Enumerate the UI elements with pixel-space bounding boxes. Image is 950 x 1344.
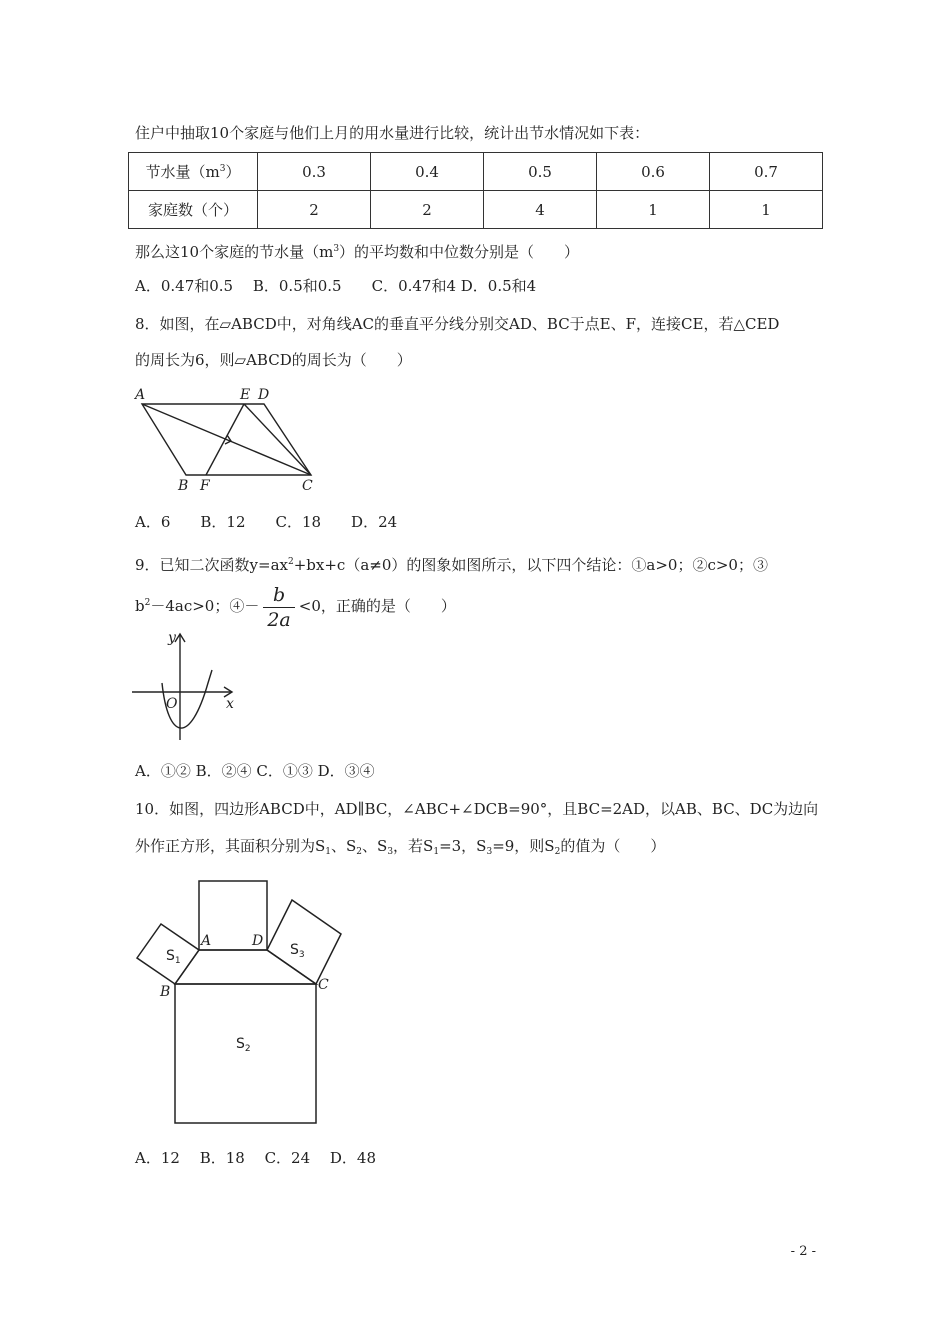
q9-options: A．①② B．②④ C．①③ D．③④ — [135, 762, 375, 780]
label-b: B — [160, 984, 171, 1000]
table-row — [129, 153, 823, 191]
row-header-families: 家庭数（个） — [129, 191, 258, 229]
row-header-saving: 节水量$(m^3)$ — [129, 153, 258, 191]
q7-question: 那么这10个家庭的节水量$(m^3)$的平均数和中位数分别是（ ） — [135, 243, 580, 261]
label-d: D — [258, 387, 270, 403]
square-s3 — [267, 900, 341, 984]
table-cell: 4 — [484, 191, 597, 229]
q8-line1: 8．如图，在▱ABCD中，对角线AC的垂直平分线分别交AD、BC于点E、F，连接CE，若△CED — [135, 315, 780, 333]
label-d: D — [252, 933, 264, 949]
parabola-figure — [130, 628, 250, 744]
label-x: x — [226, 696, 234, 712]
squares-figure — [130, 872, 360, 1128]
label-s3: $S_3$ — [290, 942, 305, 960]
table-cell: 0.6 — [597, 153, 710, 191]
parallelogram-figure — [130, 382, 330, 494]
label-b: B — [178, 478, 189, 494]
label-a: A — [135, 387, 146, 403]
q8-options: A．6 B．12 C．18 D．24 — [135, 513, 398, 531]
table-cell: 1 — [597, 191, 710, 229]
q10-line1: 10．如图，四边形ABCD中，AD∥BC，∠ABC+∠DCB=90°，且BC=2AD，以AB、BC、DC为边向 — [135, 800, 819, 818]
label-s2: $S_2$ — [236, 1036, 251, 1054]
line-ce — [244, 404, 311, 475]
table-cell: 0.4 — [371, 153, 484, 191]
label-c: C — [318, 977, 329, 993]
label-o: O — [166, 696, 178, 712]
label-e: E — [240, 387, 251, 403]
table-cell: 2 — [258, 191, 371, 229]
label-c: C — [302, 478, 313, 494]
label-s1: $S_1$ — [166, 948, 181, 966]
q10-options: A．12 B．18 C．24 D．48 — [135, 1149, 377, 1167]
water-saving-table — [128, 152, 823, 229]
table-cell: 0.3 — [258, 153, 371, 191]
intro-line: 住户中抽取10个家庭与他们上月的用水量进行比较，统计出节水情况如下表： — [135, 124, 650, 142]
q9-line2: $b^2-4ac>0$；④－ $\frac{b}{2a}$ <0，正确的是（ ） — [135, 583, 456, 631]
q9-line1: 9．已知二次函数$y=ax^2+bx+c(a\ne 0)$的图象如图所示，以下四个结论：①a>0；②c>0；③ — [135, 556, 768, 574]
page-number: - 2 - — [790, 1244, 816, 1259]
table-cell: 0.7 — [710, 153, 823, 191]
table-row — [129, 191, 823, 229]
label-y: y — [168, 630, 176, 646]
q7-options: A．0.47和0.5 B．0.5和0.5 C．0.47和4 D．0.5和4 — [135, 277, 537, 295]
table-cell: 0.5 — [484, 153, 597, 191]
label-f: F — [200, 478, 210, 494]
fraction-b-over-2a: $\frac{b}{2a}$ — [263, 583, 294, 632]
line-ef — [206, 404, 244, 475]
table-cell: 1 — [710, 191, 823, 229]
q10-line2: 外作正方形，其面积分别为$S_1$、$S_2$、$S_3$，若$S_1=3$，$S_3=9$，则$S_2$的值为（ ） — [135, 837, 666, 857]
diagonal-ac — [142, 404, 311, 475]
table-cell: 2 — [371, 191, 484, 229]
q8-line2: 的周长为6，则▱ABCD的周长为（ ） — [135, 351, 412, 369]
label-a: A — [201, 933, 212, 949]
